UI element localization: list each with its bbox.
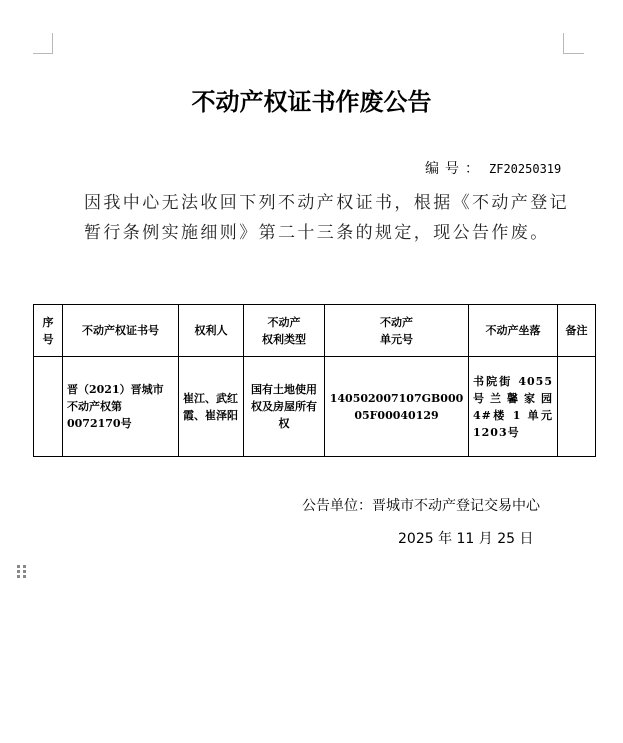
drag-handle-icon[interactable] xyxy=(17,565,26,579)
document-title: 不动产权证书作废公告 xyxy=(191,87,432,116)
paragraph-line: 暂行条例实施细则》第二十三条的规定，现公告作废。 xyxy=(84,223,550,243)
header-index: 序 号 xyxy=(34,305,63,357)
cell-right-type: 国有土地使用权及房屋所有权 xyxy=(244,357,325,457)
page-corner-mark-top-right xyxy=(563,33,584,54)
header-remark: 备注 xyxy=(558,305,596,357)
document-number-value: ZF20250319 xyxy=(489,162,562,176)
announcement-date: 2025 年 11 月 25 日 xyxy=(398,531,534,547)
paragraph-line: 因我中心无法收回下列不动产权证书，根据《不动产登记 xyxy=(84,193,569,213)
cell-index xyxy=(34,357,63,457)
header-unit-no: 不动产 单元号 xyxy=(325,305,469,357)
header-right-type: 不动产 权利类型 xyxy=(244,305,325,357)
header-location: 不动产坐落 xyxy=(469,305,558,357)
cell-remark xyxy=(558,357,596,457)
cell-certificate-no: 晋（2021）晋城市不动产权第0072170号 xyxy=(63,357,179,457)
document-number xyxy=(425,160,561,179)
announcement-paragraph xyxy=(84,188,574,248)
cell-unit-no: 140502007107GB00005F00040129 xyxy=(325,357,469,457)
table-header-row xyxy=(34,305,596,357)
page-corner-mark-top-left xyxy=(33,33,53,54)
cell-right-holder: 崔江、武红霞、崔泽阳 xyxy=(179,357,244,457)
header-certificate-no: 不动产权证书号 xyxy=(63,305,179,357)
cell-location: 书院街 4055号兰馨家园 4#楼 1 单元 1203号 xyxy=(469,357,558,457)
table-row xyxy=(34,357,596,457)
certificate-table xyxy=(33,304,596,457)
document-number-label: 编号： xyxy=(425,161,485,177)
header-right-holder: 权利人 xyxy=(179,305,244,357)
publisher: 公告单位：晋城市不动产登记交易中心 xyxy=(302,498,540,514)
